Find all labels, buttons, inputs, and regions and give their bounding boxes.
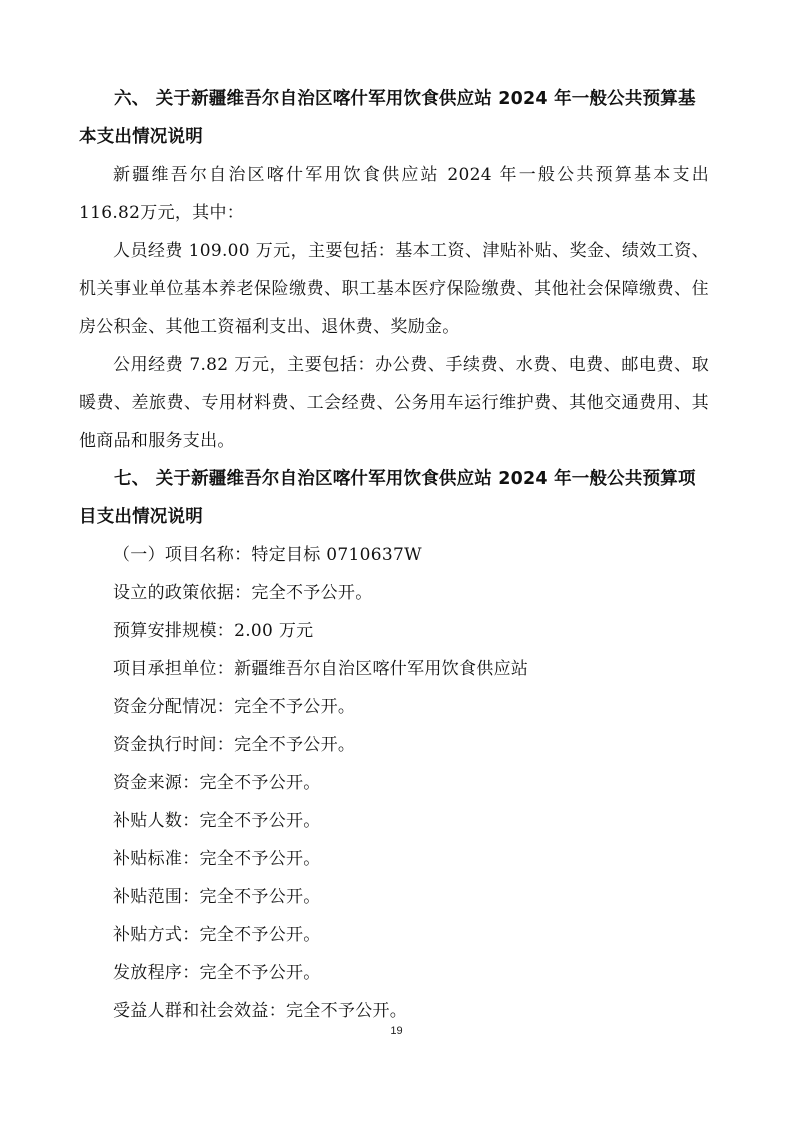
section-7-heading: 七、 关于新疆维吾尔自治区喀什军用饮食供应站 2024 年一般公共预算项目支出情况说明 [79, 469, 696, 527]
subsidy-scope-item: 补贴范围：完全不予公开。 [113, 887, 321, 907]
execution-time-item: 资金执行时间：完全不予公开。 [113, 735, 356, 755]
distribution-procedure-item: 发放程序：完全不予公开。 [113, 963, 321, 983]
fund-source-item: 资金来源：完全不予公开。 [113, 773, 321, 793]
project-name-item: （一）项目名称：特定目标 0710637W [113, 545, 422, 565]
personnel-expenses-paragraph: 人员经费 109.00 万元，主要包括：基本工资、津贴补贴、奖金、绩效工资、机关事业单位基本养老保险缴费、职工基本医疗保险缴费、其他社会保障缴费、住房公积金、其他工资福利支出、退休费、奖励金。 [79, 241, 709, 337]
subsidy-method-item: 补贴方式：完全不予公开。 [113, 925, 321, 945]
beneficiaries-item: 受益人群和社会效益：完全不予公开。 [113, 1001, 408, 1021]
subsidy-standard-item: 补贴标准：完全不予公开。 [113, 849, 321, 869]
subsidy-count-item: 补贴人数：完全不予公开。 [113, 811, 321, 831]
page-number: 19 [390, 1025, 403, 1037]
responsible-unit-item: 项目承担单位：新疆维吾尔自治区喀什军用饮食供应站 [113, 659, 529, 679]
section-6-heading: 六、 关于新疆维吾尔自治区喀什军用饮食供应站 2024 年一般公共预算基本支出情况说明 [79, 89, 696, 147]
budget-scale-item: 预算安排规模：2.00 万元 [113, 621, 314, 641]
policy-basis-item: 设立的政策依据：完全不予公开。 [113, 583, 373, 603]
public-expenses-paragraph: 公用经费 7.82 万元，主要包括：办公费、手续费、水费、电费、邮电费、取暖费、差旅费、专用材料费、工会经费、公务用车运行维护费、其他交通费用、其他商品和服务支出。 [79, 355, 709, 451]
document-page [79, 80, 709, 1030]
section-6-intro: 新疆维吾尔自治区喀什军用饮食供应站 2024 年一般公共预算基本支出116.82万元，其中： [79, 165, 709, 223]
fund-allocation-item: 资金分配情况：完全不予公开。 [113, 697, 356, 717]
